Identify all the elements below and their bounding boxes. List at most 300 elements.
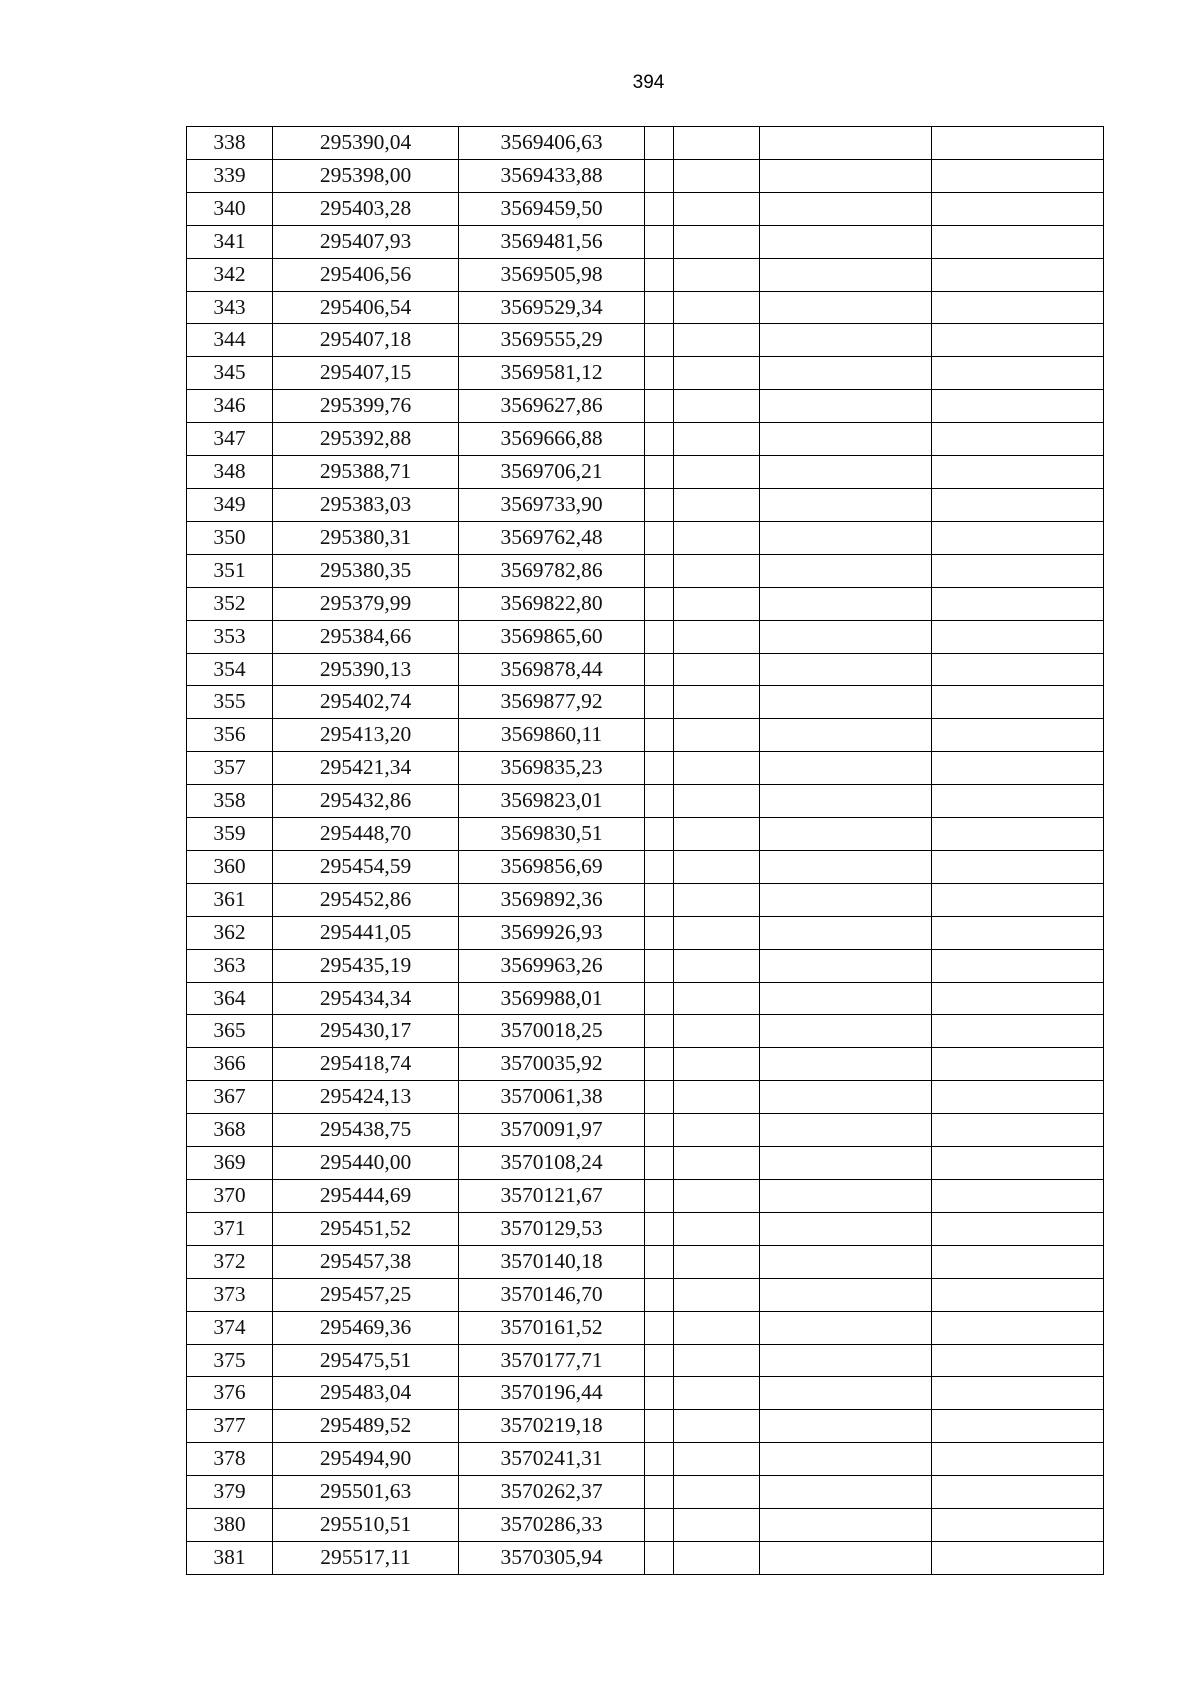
point-number-cell: 342 [187, 258, 273, 291]
y-coordinate-cell: 3569823,01 [459, 785, 645, 818]
x-coordinate-cell: 295457,25 [273, 1278, 459, 1311]
empty-cell [674, 1212, 760, 1245]
table-row [187, 521, 1104, 554]
point-number-cell: 354 [187, 653, 273, 686]
empty-cell [674, 390, 760, 423]
empty-cell [760, 686, 932, 719]
empty-cell [645, 291, 674, 324]
point-number-cell: 341 [187, 225, 273, 258]
empty-cell [674, 1311, 760, 1344]
table-row [187, 916, 1104, 949]
empty-cell [674, 488, 760, 521]
empty-cell [645, 324, 674, 357]
x-coordinate-cell: 295390,04 [273, 127, 459, 160]
table-row [187, 686, 1104, 719]
y-coordinate-cell: 3570061,38 [459, 1081, 645, 1114]
y-coordinate-cell: 3569529,34 [459, 291, 645, 324]
empty-cell [645, 1443, 674, 1476]
empty-cell [760, 258, 932, 291]
point-number-cell: 360 [187, 850, 273, 883]
point-number-cell: 363 [187, 949, 273, 982]
x-coordinate-cell: 295407,18 [273, 324, 459, 357]
y-coordinate-cell: 3569963,26 [459, 949, 645, 982]
y-coordinate-cell: 3569835,23 [459, 752, 645, 785]
empty-cell [932, 620, 1104, 653]
x-coordinate-cell: 295388,71 [273, 456, 459, 489]
empty-cell [760, 949, 932, 982]
x-coordinate-cell: 295403,28 [273, 192, 459, 225]
empty-cell [645, 850, 674, 883]
y-coordinate-cell: 3569706,21 [459, 456, 645, 489]
point-number-cell: 369 [187, 1147, 273, 1180]
point-number-cell: 364 [187, 982, 273, 1015]
empty-cell [645, 1081, 674, 1114]
empty-cell [645, 521, 674, 554]
empty-cell [645, 653, 674, 686]
empty-cell [674, 1410, 760, 1443]
y-coordinate-cell: 3569406,63 [459, 127, 645, 160]
table-row [187, 1147, 1104, 1180]
point-number-cell: 376 [187, 1377, 273, 1410]
empty-cell [932, 1180, 1104, 1213]
empty-cell [932, 291, 1104, 324]
empty-cell [674, 982, 760, 1015]
empty-cell [645, 1015, 674, 1048]
table-row [187, 883, 1104, 916]
empty-cell [760, 785, 932, 818]
empty-cell [932, 1245, 1104, 1278]
point-number-cell: 348 [187, 456, 273, 489]
y-coordinate-cell: 3570241,31 [459, 1443, 645, 1476]
point-number-cell: 378 [187, 1443, 273, 1476]
table-row [187, 818, 1104, 851]
table-row [187, 982, 1104, 1015]
empty-cell [645, 1212, 674, 1245]
point-number-cell: 365 [187, 1015, 273, 1048]
x-coordinate-cell: 295406,56 [273, 258, 459, 291]
empty-cell [760, 488, 932, 521]
empty-cell [760, 1245, 932, 1278]
empty-cell [932, 686, 1104, 719]
y-coordinate-cell: 3570018,25 [459, 1015, 645, 1048]
table-row [187, 620, 1104, 653]
empty-cell [674, 192, 760, 225]
empty-cell [760, 521, 932, 554]
y-coordinate-cell: 3569782,86 [459, 554, 645, 587]
empty-cell [932, 225, 1104, 258]
y-coordinate-cell: 3569762,48 [459, 521, 645, 554]
x-coordinate-cell: 295483,04 [273, 1377, 459, 1410]
empty-cell [760, 1509, 932, 1542]
y-coordinate-cell: 3570146,70 [459, 1278, 645, 1311]
empty-cell [645, 554, 674, 587]
empty-cell [645, 225, 674, 258]
y-coordinate-cell: 3569988,01 [459, 982, 645, 1015]
point-number-cell: 371 [187, 1212, 273, 1245]
point-number-cell: 355 [187, 686, 273, 719]
empty-cell [645, 719, 674, 752]
x-coordinate-cell: 295432,86 [273, 785, 459, 818]
table-row [187, 225, 1104, 258]
table-row [187, 291, 1104, 324]
empty-cell [674, 159, 760, 192]
point-number-cell: 340 [187, 192, 273, 225]
empty-cell [932, 785, 1104, 818]
empty-cell [760, 159, 932, 192]
empty-cell [674, 258, 760, 291]
table-row [187, 653, 1104, 686]
empty-cell [932, 1278, 1104, 1311]
point-number-cell: 367 [187, 1081, 273, 1114]
empty-cell [932, 1509, 1104, 1542]
y-coordinate-cell: 3569877,92 [459, 686, 645, 719]
empty-cell [760, 818, 932, 851]
empty-cell [645, 916, 674, 949]
x-coordinate-cell: 295517,11 [273, 1541, 459, 1574]
empty-cell [674, 620, 760, 653]
table-row [187, 1180, 1104, 1213]
y-coordinate-cell: 3570140,18 [459, 1245, 645, 1278]
empty-cell [674, 1245, 760, 1278]
empty-cell [760, 653, 932, 686]
empty-cell [760, 324, 932, 357]
x-coordinate-cell: 295489,52 [273, 1410, 459, 1443]
empty-cell [932, 1410, 1104, 1443]
y-coordinate-cell: 3569433,88 [459, 159, 645, 192]
empty-cell [760, 1541, 932, 1574]
empty-cell [645, 456, 674, 489]
y-coordinate-cell: 3569581,12 [459, 357, 645, 390]
x-coordinate-cell: 295399,76 [273, 390, 459, 423]
point-number-cell: 347 [187, 423, 273, 456]
point-number-cell: 380 [187, 1509, 273, 1542]
empty-cell [760, 127, 932, 160]
y-coordinate-cell: 3570219,18 [459, 1410, 645, 1443]
empty-cell [645, 1344, 674, 1377]
y-coordinate-cell: 3569459,50 [459, 192, 645, 225]
empty-cell [932, 1147, 1104, 1180]
y-coordinate-cell: 3570286,33 [459, 1509, 645, 1542]
y-coordinate-cell: 3569878,44 [459, 653, 645, 686]
empty-cell [760, 982, 932, 1015]
empty-cell [932, 883, 1104, 916]
empty-cell [674, 818, 760, 851]
empty-cell [760, 850, 932, 883]
y-coordinate-cell: 3569830,51 [459, 818, 645, 851]
point-number-cell: 366 [187, 1048, 273, 1081]
x-coordinate-cell: 295407,15 [273, 357, 459, 390]
x-coordinate-cell: 295380,35 [273, 554, 459, 587]
empty-cell [932, 1344, 1104, 1377]
x-coordinate-cell: 295434,34 [273, 982, 459, 1015]
empty-cell [674, 127, 760, 160]
empty-cell [932, 521, 1104, 554]
point-number-cell: 377 [187, 1410, 273, 1443]
table-row [187, 192, 1104, 225]
empty-cell [760, 1048, 932, 1081]
empty-cell [674, 456, 760, 489]
empty-cell [760, 1377, 932, 1410]
point-number-cell: 375 [187, 1344, 273, 1377]
x-coordinate-cell: 295501,63 [273, 1476, 459, 1509]
empty-cell [760, 192, 932, 225]
table-row [187, 1311, 1104, 1344]
empty-cell [645, 1278, 674, 1311]
x-coordinate-cell: 295448,70 [273, 818, 459, 851]
empty-cell [760, 1081, 932, 1114]
empty-cell [645, 949, 674, 982]
empty-cell [932, 127, 1104, 160]
x-coordinate-cell: 295390,13 [273, 653, 459, 686]
x-coordinate-cell: 295430,17 [273, 1015, 459, 1048]
y-coordinate-cell: 3570161,52 [459, 1311, 645, 1344]
table-row [187, 752, 1104, 785]
point-number-cell: 362 [187, 916, 273, 949]
empty-cell [645, 1147, 674, 1180]
empty-cell [932, 456, 1104, 489]
empty-cell [645, 1410, 674, 1443]
empty-cell [760, 883, 932, 916]
empty-cell [674, 554, 760, 587]
empty-cell [932, 1443, 1104, 1476]
table-row [187, 423, 1104, 456]
empty-cell [674, 1180, 760, 1213]
empty-cell [674, 225, 760, 258]
y-coordinate-cell: 3569860,11 [459, 719, 645, 752]
point-number-cell: 339 [187, 159, 273, 192]
x-coordinate-cell: 295444,69 [273, 1180, 459, 1213]
x-coordinate-cell: 295435,19 [273, 949, 459, 982]
point-number-cell: 357 [187, 752, 273, 785]
empty-cell [760, 1410, 932, 1443]
y-coordinate-cell: 3570177,71 [459, 1344, 645, 1377]
table-row [187, 357, 1104, 390]
empty-cell [674, 686, 760, 719]
y-coordinate-cell: 3569733,90 [459, 488, 645, 521]
x-coordinate-cell: 295421,34 [273, 752, 459, 785]
point-number-cell: 353 [187, 620, 273, 653]
y-coordinate-cell: 3569505,98 [459, 258, 645, 291]
y-coordinate-cell: 3569856,69 [459, 850, 645, 883]
empty-cell [760, 1278, 932, 1311]
empty-cell [645, 1114, 674, 1147]
y-coordinate-cell: 3569865,60 [459, 620, 645, 653]
x-coordinate-cell: 295424,13 [273, 1081, 459, 1114]
empty-cell [674, 916, 760, 949]
empty-cell [760, 291, 932, 324]
y-coordinate-cell: 3569627,86 [459, 390, 645, 423]
empty-cell [760, 1180, 932, 1213]
empty-cell [674, 719, 760, 752]
empty-cell [674, 850, 760, 883]
table-row [187, 159, 1104, 192]
empty-cell [932, 554, 1104, 587]
y-coordinate-cell: 3570091,97 [459, 1114, 645, 1147]
empty-cell [645, 1476, 674, 1509]
table-row [187, 324, 1104, 357]
x-coordinate-cell: 295398,00 [273, 159, 459, 192]
empty-cell [932, 1311, 1104, 1344]
point-number-cell: 379 [187, 1476, 273, 1509]
x-coordinate-cell: 295406,54 [273, 291, 459, 324]
point-number-cell: 350 [187, 521, 273, 554]
table-row [187, 1081, 1104, 1114]
empty-cell [674, 521, 760, 554]
x-coordinate-cell: 295392,88 [273, 423, 459, 456]
empty-cell [932, 587, 1104, 620]
point-number-cell: 372 [187, 1245, 273, 1278]
y-coordinate-cell: 3569926,93 [459, 916, 645, 949]
x-coordinate-cell: 295510,51 [273, 1509, 459, 1542]
empty-cell [760, 916, 932, 949]
empty-cell [645, 1541, 674, 1574]
empty-cell [674, 1541, 760, 1574]
empty-cell [760, 1476, 932, 1509]
empty-cell [645, 357, 674, 390]
empty-cell [674, 1147, 760, 1180]
x-coordinate-cell: 295384,66 [273, 620, 459, 653]
empty-cell [674, 1114, 760, 1147]
empty-cell [932, 324, 1104, 357]
coordinates-table [186, 126, 1104, 1575]
empty-cell [674, 357, 760, 390]
x-coordinate-cell: 295469,36 [273, 1311, 459, 1344]
table-row [187, 1410, 1104, 1443]
empty-cell [645, 488, 674, 521]
x-coordinate-cell: 295438,75 [273, 1114, 459, 1147]
empty-cell [645, 1509, 674, 1542]
empty-cell [674, 1476, 760, 1509]
point-number-cell: 349 [187, 488, 273, 521]
empty-cell [760, 1147, 932, 1180]
empty-cell [645, 620, 674, 653]
x-coordinate-cell: 295494,90 [273, 1443, 459, 1476]
empty-cell [760, 620, 932, 653]
empty-cell [674, 423, 760, 456]
empty-cell [932, 818, 1104, 851]
empty-cell [645, 258, 674, 291]
y-coordinate-cell: 3570108,24 [459, 1147, 645, 1180]
empty-cell [645, 883, 674, 916]
empty-cell [932, 1212, 1104, 1245]
x-coordinate-cell: 295475,51 [273, 1344, 459, 1377]
empty-cell [932, 192, 1104, 225]
page-number: 394 [632, 72, 665, 93]
empty-cell [645, 423, 674, 456]
empty-cell [674, 324, 760, 357]
point-number-cell: 345 [187, 357, 273, 390]
table-row [187, 1245, 1104, 1278]
table-row [187, 785, 1104, 818]
x-coordinate-cell: 295440,00 [273, 1147, 459, 1180]
coordinates-table-body [187, 127, 1104, 1575]
table-row [187, 488, 1104, 521]
empty-cell [932, 390, 1104, 423]
empty-cell [932, 1541, 1104, 1574]
empty-cell [760, 357, 932, 390]
table-row [187, 1443, 1104, 1476]
table-row [187, 127, 1104, 160]
table-row [187, 1015, 1104, 1048]
empty-cell [760, 225, 932, 258]
point-number-cell: 368 [187, 1114, 273, 1147]
empty-cell [760, 1344, 932, 1377]
empty-cell [760, 1015, 932, 1048]
empty-cell [674, 1048, 760, 1081]
table-row [187, 1476, 1104, 1509]
empty-cell [645, 982, 674, 1015]
empty-cell [932, 1081, 1104, 1114]
empty-cell [645, 192, 674, 225]
empty-cell [674, 785, 760, 818]
empty-cell [932, 752, 1104, 785]
empty-cell [760, 1311, 932, 1344]
empty-cell [932, 653, 1104, 686]
empty-cell [932, 719, 1104, 752]
y-coordinate-cell: 3570262,37 [459, 1476, 645, 1509]
point-number-cell: 351 [187, 554, 273, 587]
empty-cell [645, 390, 674, 423]
empty-cell [932, 949, 1104, 982]
empty-cell [645, 587, 674, 620]
empty-cell [674, 653, 760, 686]
x-coordinate-cell: 295441,05 [273, 916, 459, 949]
y-coordinate-cell: 3569481,56 [459, 225, 645, 258]
table-row [187, 1509, 1104, 1542]
empty-cell [760, 587, 932, 620]
table-row [187, 1278, 1104, 1311]
point-number-cell: 370 [187, 1180, 273, 1213]
empty-cell [760, 423, 932, 456]
empty-cell [760, 1443, 932, 1476]
x-coordinate-cell: 295379,99 [273, 587, 459, 620]
empty-cell [645, 127, 674, 160]
table-row [187, 1377, 1104, 1410]
empty-cell [645, 1311, 674, 1344]
table-row [187, 1048, 1104, 1081]
x-coordinate-cell: 295451,52 [273, 1212, 459, 1245]
empty-cell [674, 587, 760, 620]
empty-cell [932, 916, 1104, 949]
y-coordinate-cell: 3570129,53 [459, 1212, 645, 1245]
table-row [187, 456, 1104, 489]
empty-cell [760, 719, 932, 752]
y-coordinate-cell: 3570121,67 [459, 1180, 645, 1213]
x-coordinate-cell: 295383,03 [273, 488, 459, 521]
point-number-cell: 352 [187, 587, 273, 620]
x-coordinate-cell: 295407,93 [273, 225, 459, 258]
table-row [187, 1541, 1104, 1574]
empty-cell [674, 1278, 760, 1311]
point-number-cell: 346 [187, 390, 273, 423]
empty-cell [932, 423, 1104, 456]
x-coordinate-cell: 295380,31 [273, 521, 459, 554]
empty-cell [645, 752, 674, 785]
empty-cell [645, 785, 674, 818]
y-coordinate-cell: 3570196,44 [459, 1377, 645, 1410]
x-coordinate-cell: 295418,74 [273, 1048, 459, 1081]
empty-cell [932, 1048, 1104, 1081]
table-row [187, 1212, 1104, 1245]
point-number-cell: 359 [187, 818, 273, 851]
table-row [187, 1344, 1104, 1377]
empty-cell [645, 818, 674, 851]
table-row [187, 1114, 1104, 1147]
point-number-cell: 381 [187, 1541, 273, 1574]
empty-cell [645, 159, 674, 192]
y-coordinate-cell: 3569892,36 [459, 883, 645, 916]
table-row [187, 949, 1104, 982]
